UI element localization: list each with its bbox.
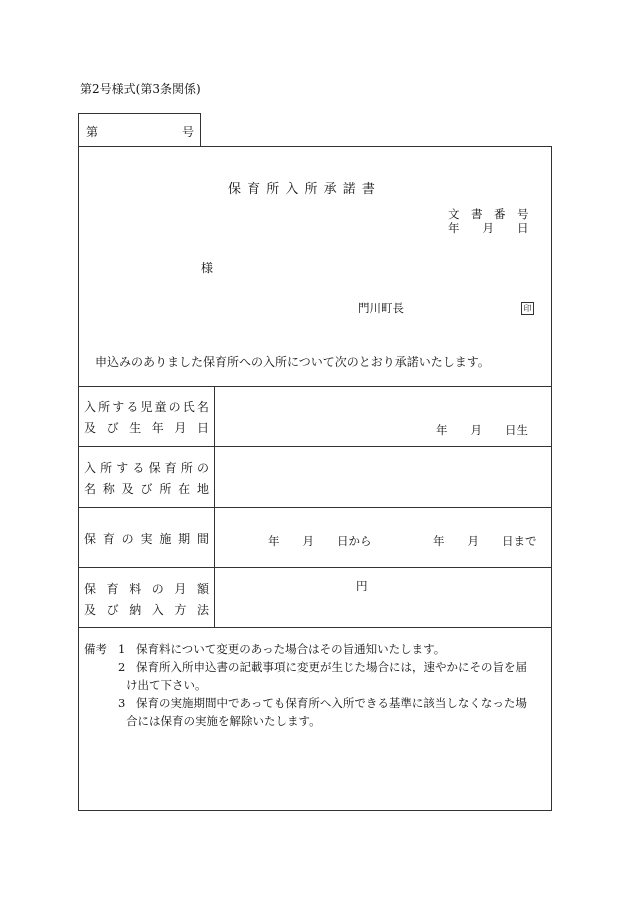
remark-item <box>84 658 546 676</box>
fee-amount-field[interactable]: 円 <box>356 579 368 593</box>
remark-item <box>84 694 546 712</box>
issue-date-label: 年 月 日 <box>448 221 529 235</box>
row-label-nursery-name-address <box>84 458 209 500</box>
column-divider <box>214 386 215 627</box>
remark-number: 1 <box>118 642 126 656</box>
remark-text-continued: 合には保育の実施を解除いたします。 <box>126 714 321 728</box>
row-label-care-period <box>84 529 209 550</box>
remark-item <box>84 640 546 658</box>
remarks-heading: 備考 <box>84 642 107 656</box>
label-line: 保 育 の 実 施 期 間 <box>84 532 209 546</box>
birthdate-field[interactable]: 年 月 日生 <box>436 423 528 437</box>
label-line: 及 び 生 年 月 日 <box>84 421 209 435</box>
seal-icon: 印 <box>521 302 534 315</box>
remark-text: 保育の実施期間中であっても保育所へ入所できる基準に該当しなくなった場 <box>136 696 527 710</box>
remark-number: 2 <box>118 660 126 674</box>
label-line: 名 称 及 び 所 在 地 <box>84 482 209 496</box>
label-line: 入 所 す る 保 育 所 の <box>84 461 209 475</box>
seal-mark <box>521 300 534 315</box>
row-divider <box>78 567 552 568</box>
row-divider <box>78 627 552 628</box>
number-prefix: 第 <box>86 125 99 139</box>
remark-text-continued: け出て下さい。 <box>126 678 207 692</box>
label-line: 保 育 料 の 月 額 <box>84 582 209 596</box>
row-label-child-name-birthdate <box>84 397 209 439</box>
row-divider <box>78 507 552 508</box>
doc-number-label: 文 書 番 号 <box>448 207 529 221</box>
label-line: 及 び 納 入 方 法 <box>84 603 209 617</box>
period-from-field[interactable]: 年 月 日から <box>268 534 372 548</box>
label-line: 入 所 す る 児 童 の 氏 名 <box>84 400 209 414</box>
row-divider <box>78 386 552 387</box>
row-label-monthly-fee <box>84 579 209 621</box>
issuer-name: 門川町長 <box>358 301 404 315</box>
addressee-suffix: 様 <box>201 261 214 275</box>
remarks-section <box>84 640 546 730</box>
intro-text: 申込みのありました保育所への入所について次のとおり承諾いたします。 <box>95 355 490 369</box>
remark-text: 保育料について変更のあった場合はその旨通知いたします。 <box>136 642 446 656</box>
remark-text: 保育所入所申込書の記載事項に変更が生じた場合には，速やかにその旨を届 <box>136 660 527 674</box>
document-title: 保 育 所 入 所 承 諾 書 <box>228 182 376 197</box>
row-divider <box>78 446 552 447</box>
number-box <box>78 113 201 146</box>
number-suffix: 号 <box>181 125 194 139</box>
form-caption: 第2号様式(第3条関係) <box>80 82 201 96</box>
nursery-field[interactable] <box>216 448 550 505</box>
remark-number: 3 <box>118 696 126 710</box>
period-to-field[interactable]: 年 月 日まで <box>433 534 537 548</box>
